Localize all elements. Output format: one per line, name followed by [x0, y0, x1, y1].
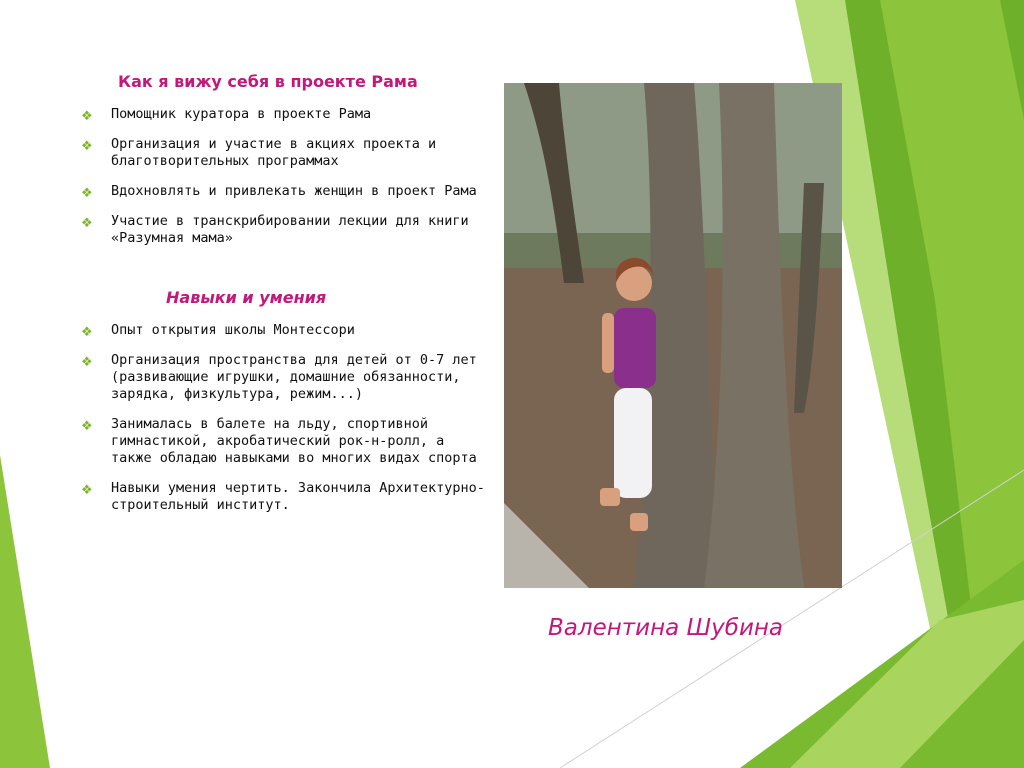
diamond-bullet-icon: ❖: [81, 325, 93, 340]
diamond-bullet-icon: ❖: [81, 483, 93, 498]
diamond-bullet-icon: ❖: [81, 139, 93, 154]
diamond-bullet-icon: ❖: [81, 419, 93, 434]
list-item: [80, 183, 490, 200]
list-item-text: Навыки умения чертить. Закончила Архитектурно-строительный институт.: [111, 480, 485, 513]
section-heading-skills: Навыки и умения: [166, 288, 327, 307]
list-item: [80, 136, 490, 170]
skills-list: [80, 322, 490, 527]
list-item-text: Организация пространства для детей от 0-7 лет (развивающие игрушки, домашние обязанности, зарядка, физкультура, режим...): [111, 352, 477, 402]
section-heading-vision: Как я вижу себя в проекте Рама: [118, 72, 418, 91]
list-item-text: Организация и участие в акциях проекта и благотворительных программах: [111, 136, 437, 169]
list-item-text: Помощник куратора в проекте Рама: [111, 106, 372, 122]
list-item: [80, 352, 490, 403]
list-item: [80, 322, 490, 339]
list-item: [80, 416, 490, 467]
list-item: [80, 106, 490, 123]
list-item-text: Опыт открытия школы Монтессори: [111, 322, 355, 338]
list-item-text: Занималась в балете на льду, спортивной гимнастикой, акробатический рок-н-ролл, а также обладаю навыками во многих видах спорта: [111, 416, 477, 466]
list-item: [80, 213, 490, 247]
diamond-bullet-icon: ❖: [81, 355, 93, 370]
left-green-stripe: [0, 455, 50, 768]
diamond-bullet-icon: ❖: [81, 109, 93, 124]
diamond-bullet-icon: ❖: [81, 216, 93, 231]
portrait-photo: [504, 83, 842, 588]
list-item: [80, 480, 490, 514]
diamond-bullet-icon: ❖: [81, 186, 93, 201]
list-item-text: Вдохновлять и привлекать женщин в проект Рама: [111, 183, 477, 199]
list-item-text: Участие в транскрибировании лекции для книги «Разумная мама»: [111, 213, 469, 246]
vision-list: [80, 106, 490, 260]
name-caption: Валентина Шубина: [548, 615, 784, 641]
